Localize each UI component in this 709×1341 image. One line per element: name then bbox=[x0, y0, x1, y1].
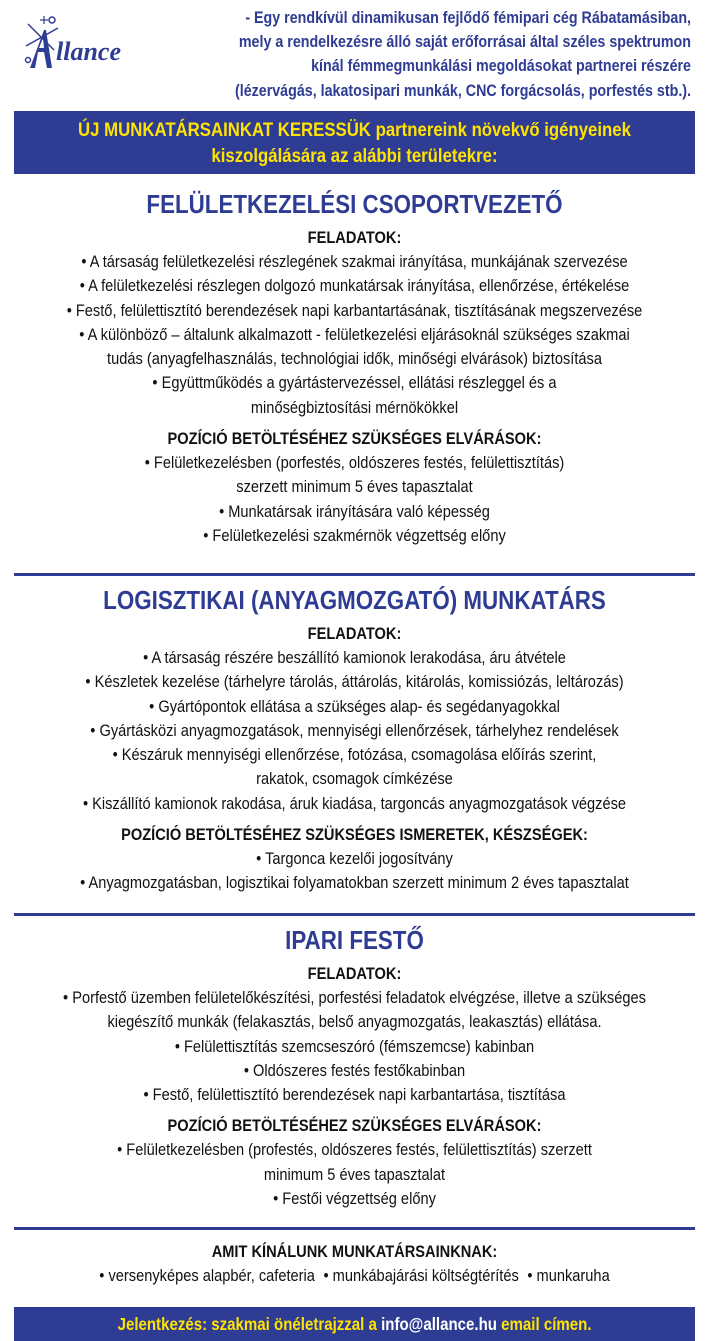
apply-suffix: email címen. bbox=[501, 1314, 592, 1334]
intro-line: mely a rendelkezésre álló saját erőforrásai által széles spektrumon bbox=[238, 32, 691, 52]
requirement-line: • Felületkezelésben (profestés, oldószeres festés, felülettisztítás) szerzett bbox=[117, 1140, 592, 1160]
task-line: • Kiszállító kamionok rakodása, áruk kiadása, targoncás anyagmozgatások végzése bbox=[82, 793, 627, 813]
hiring-banner bbox=[14, 111, 695, 174]
tasks-heading: FELADATOK: bbox=[307, 624, 402, 643]
task-line: • Festő, felülettisztító berendezések napi karbantartása, tisztítása bbox=[143, 1085, 566, 1105]
logo-mark-icon bbox=[22, 10, 162, 74]
job-section-logistics bbox=[0, 584, 709, 896]
intro-line: - Egy rendkívül dinamikusan fejlődő fémipari cég Rábatamásiban, bbox=[245, 8, 691, 27]
apply-prefix: Jelentkezés: szakmai önéletrajzzal a bbox=[117, 1314, 377, 1334]
intro-line: kínál fémmegmunkálási megoldásokat partnerei részére bbox=[311, 56, 691, 76]
requirements-heading: POZÍCIÓ BETÖLTÉSÉHEZ SZÜKSÉGES ELVÁRÁSOK: bbox=[167, 429, 542, 449]
requirement-line: minimum 5 éves tapasztalat bbox=[263, 1164, 446, 1184]
offer-item: • versenyképes alapbér, cafeteria bbox=[99, 1266, 315, 1285]
logo-text: llance bbox=[56, 37, 121, 66]
job-title: IPARI FESTŐ bbox=[285, 925, 424, 955]
requirements-heading: POZÍCIÓ BETÖLTÉSÉHEZ SZÜKSÉGES ISMERETEK, KÉSZSÉGEK: bbox=[121, 825, 588, 845]
section-divider bbox=[14, 1227, 695, 1230]
banner-line: ÚJ MUNKATÁRSAINKAT KERESSÜK partnereink növekvő igényeinek bbox=[78, 119, 631, 141]
header bbox=[0, 0, 709, 107]
tasks-heading: FELADATOK: bbox=[307, 964, 402, 983]
requirement-line: • Munkatársak irányítására való képesség bbox=[219, 501, 490, 521]
tasks-heading: FELADATOK: bbox=[307, 228, 402, 247]
task-line: • Gyártásközi anyagmozgatások, mennyiségi ellenőrzések, tárhelyhez rendelések bbox=[90, 720, 619, 740]
task-line: tudás (anyagfelhasználás, technológiai idők, minőségi elvárások) biztosítása bbox=[107, 349, 602, 369]
task-line: • A társaság részére beszállító kamionok lerakodása, áru átvétele bbox=[143, 648, 566, 667]
company-intro bbox=[227, 6, 691, 103]
task-line: • A felületkezelési részlegen dolgozó munkatársak irányítása, ellenőrzése, értékelése bbox=[79, 276, 630, 296]
job-title: FELÜLETKEZELÉSI CSOPORTVEZETŐ bbox=[146, 189, 563, 219]
task-line: • Gyártópontok ellátása a szükséges alap- és segédanyagokkal bbox=[149, 696, 560, 716]
requirement-line: • Festői végzettség előny bbox=[273, 1189, 436, 1209]
section-divider bbox=[14, 913, 695, 916]
requirement-line: szerzett minimum 5 éves tapasztalat bbox=[236, 477, 473, 497]
job-title: LOGISZTIKAI (ANYAGMOZGATÓ) MUNKATÁRS bbox=[103, 585, 606, 615]
task-line: • Oldószeres festés festőkabinban bbox=[243, 1060, 466, 1080]
task-line: • A társaság felületkezelési részlegének szakmai irányítása, munkájának szervezése bbox=[81, 252, 628, 271]
task-line: • Porfestő üzemben felületelőkészítési, porfestési feladatok elvégzése, illetve a szükséges bbox=[63, 988, 646, 1007]
task-line: • A különböző – általunk alkalmazott - felületkezelési eljárásoknál szükséges szakmai bbox=[79, 324, 630, 344]
offer-section bbox=[0, 1240, 709, 1288]
offer-heading: AMIT KÍNÁLUNK MUNKATÁRSAINKNAK: bbox=[211, 1242, 498, 1261]
apply-footer bbox=[14, 1307, 695, 1341]
offer-item: • munkábajárási költségtérítés bbox=[323, 1266, 519, 1285]
section-divider bbox=[14, 573, 695, 576]
job-section-painter bbox=[0, 924, 709, 1211]
requirement-line: • Felületkezelési szakmérnök végzettség előny bbox=[203, 525, 506, 545]
task-line: rakatok, csomagok címkézése bbox=[256, 769, 453, 789]
task-line: • Készletek kezelése (tárhelyre tárolás, áttárolás, kitárolás, komissiózás, leltározás) bbox=[85, 672, 624, 692]
intro-line: (lézervágás, lakatosipari munkák, CNC forgácsolás, porfestés stb.). bbox=[234, 80, 692, 100]
apply-email-link[interactable]: info@allance.hu bbox=[381, 1314, 497, 1334]
task-line: • Felülettisztítás szemcseszóró (fémszemcse) kabinban bbox=[174, 1036, 535, 1056]
requirement-line: • Felületkezelésben (porfestés, oldószeres festés, felülettisztítás) bbox=[144, 453, 565, 473]
offer-items bbox=[50, 1264, 660, 1288]
banner-line: kiszolgálására az alábbi területekre: bbox=[211, 145, 498, 167]
task-line: kiegészítő munkák (felakasztás, belső anyagmozgatás, leakasztás) ellátása. bbox=[107, 1012, 602, 1032]
requirements-heading: POZÍCIÓ BETÖLTÉSÉHEZ SZÜKSÉGES ELVÁRÁSOK: bbox=[167, 1116, 542, 1136]
company-logo bbox=[22, 10, 162, 74]
requirement-line: • Anyagmozgatásban, logisztikai folyamatokban szerzett minimum 2 éves tapasztalat bbox=[80, 873, 629, 893]
task-line: • Együttműködés a gyártástervezéssel, ellátási részleggel és a bbox=[152, 373, 557, 393]
job-section-surface-lead bbox=[0, 188, 709, 548]
task-line: • Festő, felülettisztító berendezések napi karbantartásának, tisztításának megszervezése bbox=[66, 300, 643, 320]
offer-item: • munkaruha bbox=[527, 1266, 610, 1285]
task-line: • Készáruk mennyiségi ellenőrzése, fotózása, csomagolása előírás szerint, bbox=[112, 745, 597, 765]
task-line: minőségbiztosítási mérnökökkel bbox=[250, 397, 459, 417]
requirement-line: • Targonca kezelői jogosítvány bbox=[256, 849, 453, 869]
